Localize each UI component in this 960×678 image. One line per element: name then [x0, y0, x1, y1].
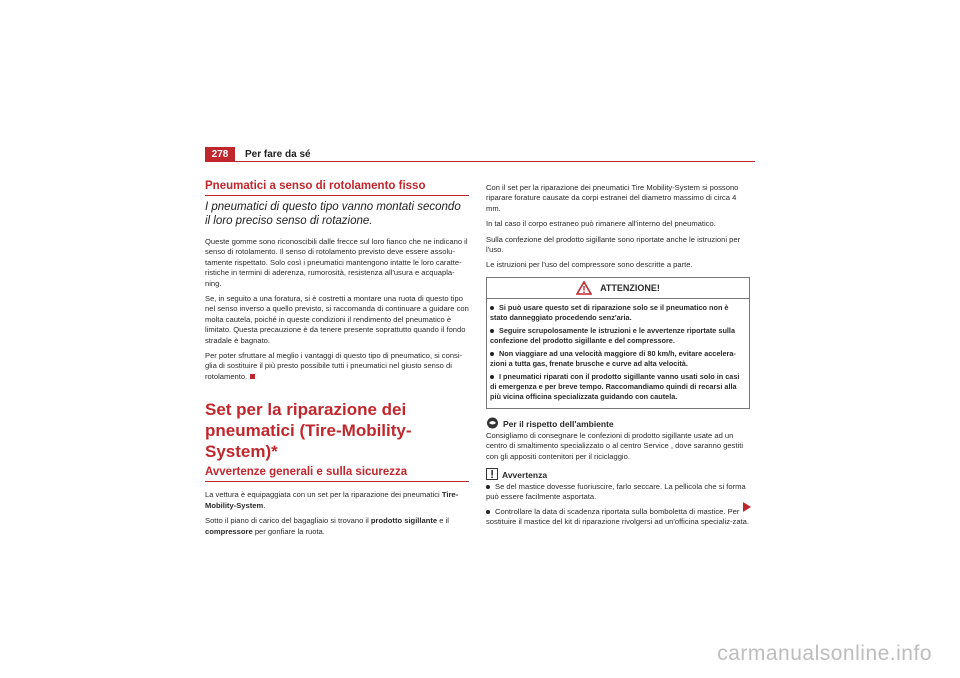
- note-item: Se del mastice dovesse fuoriuscire, farlo seccare. La pellicola che si forma può essere facilmente asportata.: [486, 482, 746, 502]
- paragraph: Sulla confezione del prodotto sigillante sono riportate anche le istruzioni per l'uso.: [486, 234, 741, 255]
- section-end-mark: [250, 374, 255, 379]
- right-column: [486, 183, 750, 532]
- paragraph: In tal caso il corpo estraneo può rimanere all'interno del pneumatico.: [486, 219, 716, 229]
- section-heading-safety: Avvertenze generali e sulla sicurezza: [205, 466, 469, 482]
- left-column: [205, 180, 469, 542]
- bullet-icon: [490, 306, 494, 310]
- bullet-icon: [486, 510, 490, 514]
- paragraph: Per poter sfruttare al meglio i vantaggi di questo tipo di pneumatico, si consi-glia di sostituire il più presto possibile tutti i pneumatici nel giusto senso di rotolamento.: [205, 351, 463, 381]
- paragraph: Con il set per la riparazione dei pneumatici Tire Mobility-System si possono riparare forature causate da corpi estranei del diametro massimo di circa 4 mm.: [486, 183, 739, 213]
- environment-icon: [486, 417, 499, 429]
- header-rule: [205, 161, 755, 162]
- environment-text: Consigliamo di consegnare le confezioni di prodotto sigillante usate ad un centro di smaltimento specializzato o al centro Service , dove saranno gestiti con gli appositi contenitori per il riciclaggio.: [486, 430, 744, 461]
- note-item: Controllare la data di scadenza riportata sulla bomboletta di mastice. Per sostituire il mastice del kit di riparazione rivolgersi ad un'officina specializ-zata.: [486, 506, 749, 527]
- paragraph: Le istruzioni per l'uso del compressore sono descritte a parte.: [486, 260, 693, 270]
- warning-item: I pneumatici riparati con il prodotto sigillante vanno usati solo in casi di emergenza e per breve tempo. Raccomandiamo quindi di recarsi alla più vicina officina specializzata guidando con cautela.: [490, 371, 740, 401]
- warning-item: Seguire scrupolosamente le istruzioni e le avvertenze riportate sulla confezione del prodotto sigillante e del compressore.: [490, 325, 736, 345]
- page-number: 278: [205, 147, 235, 161]
- paragraph: Sotto il piano di carico del bagagliaio si trovano il prodotto sigillante e il compressore per gonfiare la ruota.: [205, 516, 449, 536]
- warning-box: [486, 277, 750, 409]
- section-heading-directional-tires: Pneumatici a senso di rotolamento fisso: [205, 180, 469, 196]
- bullet-icon: [486, 485, 490, 489]
- paragraph: La vettura è equipaggiata con un set per la riparazione dei pneumatici Tire-Mobility-System.: [205, 490, 459, 510]
- warning-item: Si può usare questo set di riparazione solo se il pneumatico non è stato danneggiato procedendo senz'aria.: [490, 302, 729, 322]
- warning-title: ATTENZIONE!: [487, 278, 749, 299]
- paragraph: Queste gomme sono riconoscibili dalle frecce sul loro fianco che ne indicano il senso di rotolamento. Il senso di rotolamento previsto deve essere assolu-tamente rispettato. Solo così i pneumatici mantengono intatte le loro caratte-ristiche in termini di aderenza, rumorosità, resistenza all'usura e acquapla-ning.: [205, 237, 468, 288]
- next-page-arrow-icon: [743, 502, 751, 512]
- environment-heading: Per il rispetto dell'ambiente: [486, 417, 750, 429]
- paragraph: Se, in seguito a una foratura, si è costretti a montare una ruota di questo tipo nel senso inverso a quello previsto, si raccomanda di continuare a guidare con molta cautela, poiché in queste condizioni il rendimento del pneumatico è limitato. Questa precauzione è da tenere presente soprattutto quando il fondo stradale è bagnato.: [205, 294, 469, 345]
- note-icon: [486, 468, 498, 480]
- bullet-icon: [490, 352, 494, 356]
- bullet-icon: [490, 329, 494, 333]
- watermark: carmanualsonline.info: [717, 642, 932, 665]
- chapter-heading: Set per la riparazione dei pneumatici (Tire-Mobility-System)*: [205, 400, 412, 462]
- bullet-icon: [490, 375, 494, 379]
- warning-triangle-icon: [576, 281, 592, 295]
- section-lead: I pneumatici di questo tipo vanno montati secondo il loro preciso senso di rotazione.: [205, 201, 461, 227]
- note-heading: Avvertenza: [486, 468, 750, 480]
- warning-item: Non viaggiare ad una velocità maggiore di 80 km/h, evitare accelera-zioni a tutta gas, frenate brusche e curve ad alta velocità.: [490, 348, 736, 368]
- running-header: Per fare da sé: [245, 149, 311, 160]
